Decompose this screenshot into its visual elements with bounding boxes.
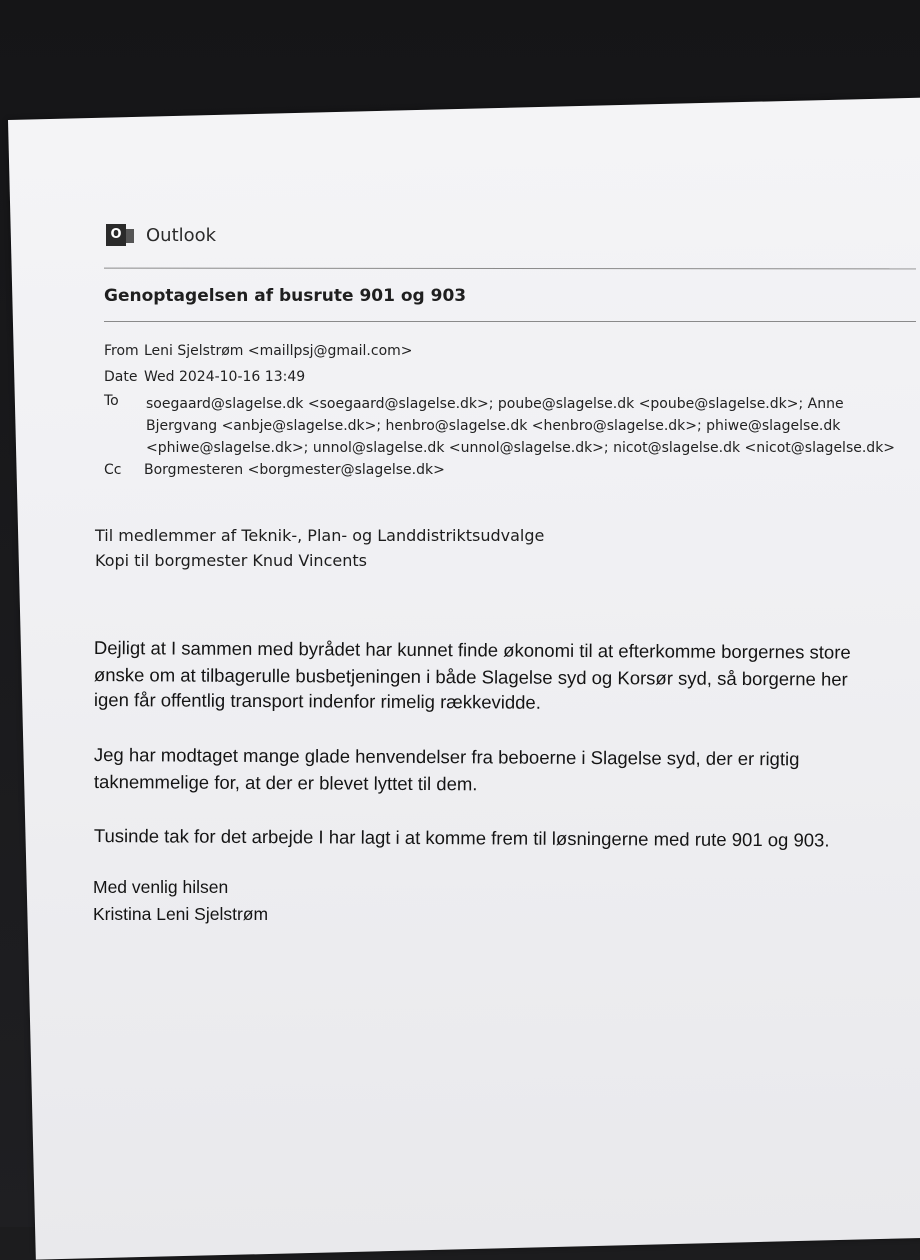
from-row (104, 343, 413, 359)
cc-row (104, 462, 445, 478)
to-line: Bjergvang <anbje@slagelse.dk>; henbro@slagelse.dk <henbro@slagelse.dk>; phiwe@slagelse.dk (146, 418, 841, 434)
paragraph-line: taknemmelige for, at der er blevet lyttet til dem. (93, 771, 478, 795)
date-value: Wed 2024-10-16 13:49 (144, 369, 306, 385)
date-label: Date (104, 369, 138, 385)
paragraph-line: Tusinde tak for det arbejde I har lagt i at komme frem til løsningerne med rute 901 og 903. (93, 825, 830, 851)
email-subject: Genoptagelsen af busrute 901 og 903 (104, 286, 467, 306)
from-label: From (104, 343, 139, 359)
addressee-line: Til medlemmer af Teknik-, Plan- og Landdistriktsudvalge (95, 526, 545, 545)
to-label: To (104, 393, 119, 409)
subject-divider (104, 321, 916, 322)
paragraph-line: igen får offentlig transport indenfor rimelig rækkevidde. (93, 689, 541, 713)
paragraph-line: ønske om at tilbagerulle busbetjeningen i både Slagelse syd og Korsør syd, så borgerne her (93, 664, 848, 690)
header-divider (104, 268, 916, 270)
outlook-icon (106, 224, 134, 246)
app-name: Outlook (146, 224, 217, 246)
to-line: <phiwe@slagelse.dk>; unnol@slagelse.dk <unnol@slagelse.dk>; nicot@slagelse.dk <nicot@slagelse.dk> (146, 440, 896, 456)
addressee-line: Kopi til borgmester Knud Vincents (95, 551, 367, 570)
date-row (104, 369, 305, 385)
to-recipients (146, 393, 906, 459)
outlook-header (106, 224, 216, 246)
paragraph-line: Dejligt at I sammen med byrådet har kunnet finde økonomi til at efterkomme borgernes store (93, 637, 851, 663)
cc-value: Borgmesteren <borgmester@slagelse.dk> (144, 462, 445, 478)
from-value: Leni Sjelstrøm <maillpsj@gmail.com> (144, 343, 413, 359)
to-line: soegaard@slagelse.dk <soegaard@slagelse.dk>; poube@slagelse.dk <poube@slagelse.dk>; Anne (146, 396, 844, 412)
cc-label: Cc (104, 462, 122, 478)
outlook-icon-letter: O (106, 224, 126, 246)
signature-name: Kristina Leni Sjelstrøm (93, 904, 269, 924)
paragraph-line: Jeg har modtaget mange glade henvendelser fra beboerne i Slagelse syd, der er rigtig (93, 744, 800, 770)
closing-line: Med venlig hilsen (93, 877, 229, 897)
